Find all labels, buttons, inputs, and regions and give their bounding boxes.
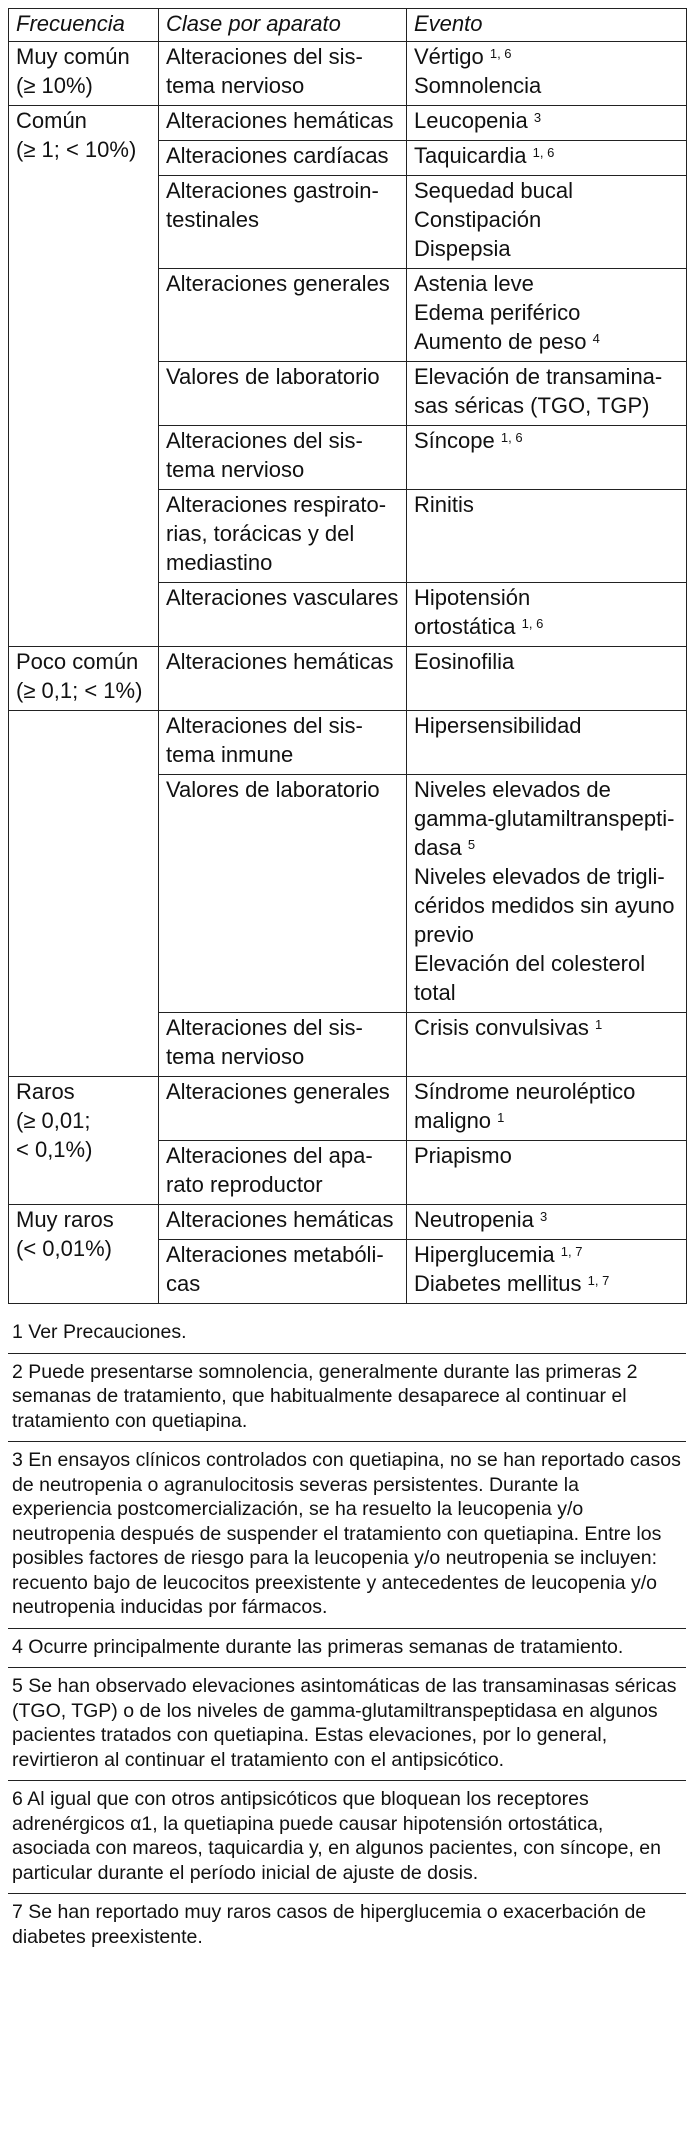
footnote-number: 5 [12,1675,23,1697]
frequency-cell [9,106,159,647]
event-text: Aumento de peso [414,329,587,354]
frequency-line: Muy raros [16,1207,114,1232]
class-line: Alteraciones del sis- [166,428,363,453]
frequency-line: Poco común [16,649,139,674]
event-cell [407,711,687,775]
table-row [9,647,687,711]
class-line: rato reproductor [166,1172,323,1197]
footnote [8,1894,686,1957]
footnote-ref: 1 [594,1017,603,1032]
event-text: Niveles elevados de [414,777,611,802]
event-line [414,775,679,804]
event-cell [407,269,687,362]
class-line: Alteraciones del sis- [166,44,363,69]
header-frecuencia: Frecuencia [9,9,159,42]
class-cell [159,106,407,141]
class-cell [159,362,407,426]
footnote-number: 3 [12,1449,23,1471]
footnote-ref: 1 [497,1110,505,1125]
class-line: Alteraciones hemáticas [166,649,394,674]
footnote-ref: 4 [592,331,600,346]
class-cell [159,647,407,711]
event-line [414,1240,679,1269]
frequency-cell [9,1077,159,1205]
class-line: mediastino [166,550,273,575]
event-cell [407,1077,687,1141]
class-line: Alteraciones hemáticas [166,1207,394,1232]
class-line: Alteraciones vasculares [166,585,399,610]
table-body [9,42,687,1304]
class-line: Alteraciones del sis- [166,1015,363,1040]
footnote-ref: 1, 6 [521,616,544,631]
event-line [414,327,679,356]
event-line [414,647,679,676]
class-line: Alteraciones del sis- [166,713,363,738]
footnote-number: 1 [12,1321,23,1343]
footnote-ref: 5 [467,837,476,852]
event-cell [407,1141,687,1205]
table-row [9,1205,687,1240]
event-line [414,490,679,519]
class-cell [159,269,407,362]
event-text: Rinitis [414,492,474,517]
event-text: Somnolencia [414,73,542,98]
class-line: cas [166,1271,201,1296]
event-cell [407,775,687,1013]
footnote-ref: 1, 6 [489,46,512,61]
frequency-line: < 0,1%) [16,1137,93,1162]
class-cell [159,1013,407,1077]
event-line [414,978,679,1007]
header-evento: Evento [407,9,687,42]
event-line [414,362,679,391]
event-line [414,711,679,740]
frequency-line: (≥ 1; < 10%) [16,137,137,162]
event-text: total [414,980,456,1005]
event-cell [407,1205,687,1240]
event-text: Niveles elevados de trigli- [414,864,665,889]
event-line [414,426,679,455]
event-text: ortostática [414,614,516,639]
table-row [9,711,687,775]
event-line [414,141,679,170]
class-line: tema nervioso [166,73,305,98]
footnote-number: 6 [12,1788,23,1810]
footnote-ref: 1, 7 [560,1244,583,1259]
event-text: sas séricas (TGO, TGP) [414,393,650,418]
event-line [414,1077,679,1106]
class-cell [159,583,407,647]
adverse-events-table [8,8,687,1304]
event-line [414,1269,679,1298]
footnote [8,1314,686,1354]
footnote-number: 4 [12,1635,23,1658]
frequency-cell-empty [9,711,159,1077]
event-text: Taquicardia [414,143,527,168]
footnote-text: En ensayos clínicos controlados con quetiapina, no se han reportado casos de neutropenia o agranulocitosis severas persistentes. Durante la experiencia postcomercialización, se ha resuelto la leucopenia y/o neutropenia después de suspender el tratamiento con quetiapina. Entre los posibles factores de riesgo para la leucopenia y/o neutropenia se incluyen: recuento bajo de leucocitos preexistente y antecedentes de leucopenia y/o neutropenia inducidas por fármacos. [12,1449,681,1618]
frequency-line: (< 0,01%) [16,1236,112,1261]
event-cell [407,647,687,711]
class-line: Alteraciones generales [166,1079,390,1104]
event-text: Eosinofilia [414,649,515,674]
event-cell [407,1240,687,1304]
frequency-line: (≥ 0,01; [16,1108,91,1133]
class-line: tema nervioso [166,457,305,482]
footnote [8,1629,686,1669]
frequency-line: Común [16,108,87,133]
frequency-line: Raros [16,1079,75,1104]
event-line [414,298,679,327]
footnote-text: Ocurre principalmente durante las primeras semanas de tratamiento. [28,1635,624,1658]
event-line [414,891,679,920]
class-line: tema nervioso [166,1044,305,1069]
footnote-ref: 3 [540,1209,548,1224]
footnote [8,1442,686,1629]
footnote-text: Se han observado elevaciones asintomáticas de las transaminasas séricas (TGO, TGP) o de los niveles de gamma-glutamiltranspeptidasa en algunos pacientes tratados con quetiapina. Estas elevaciones, por lo general, revirtieron al continuar el tratamiento con el antipsicótico. [12,1675,677,1771]
event-line [414,583,679,612]
event-text: Diabetes mellitus [414,1271,582,1296]
header-clase: Clase por aparato [159,9,407,42]
class-cell [159,176,407,269]
class-line: Alteraciones respirato- [166,492,387,517]
footnote-ref: 3 [533,110,542,125]
event-text: maligno [414,1108,492,1133]
event-line [414,71,679,100]
table-row [9,1077,687,1141]
event-text: Edema periférico [414,300,581,325]
event-line [414,1141,679,1170]
event-text: Crisis convulsivas [414,1015,589,1040]
class-cell [159,1077,407,1141]
class-line: Valores de laboratorio [166,364,380,389]
class-line: Alteraciones hemáticas [166,108,394,133]
event-text: previo [414,922,474,947]
event-text: céridos medidos sin ayuno [414,893,675,918]
event-cell [407,490,687,583]
frequency-cell [9,42,159,106]
event-text: Hiperglucemia [414,1242,555,1267]
event-cell [407,426,687,490]
class-cell [159,490,407,583]
table-row [9,106,687,141]
event-cell [407,141,687,176]
frequency-line: (≥ 10%) [16,73,93,98]
class-cell [159,141,407,176]
event-line [414,205,679,234]
event-line [414,106,679,135]
event-line [414,949,679,978]
event-line [414,42,679,71]
event-text: Vértigo [414,44,484,69]
event-line [414,862,679,891]
event-cell [407,42,687,106]
event-text: Elevación de transamina- [414,364,663,389]
event-text: Síncope [414,428,495,453]
event-cell [407,362,687,426]
class-line: Valores de laboratorio [166,777,380,802]
event-text: gamma-glutamiltranspepti- [414,806,675,831]
class-line: tema inmune [166,742,294,767]
event-cell [407,583,687,647]
class-cell [159,1141,407,1205]
footnote [8,1354,686,1443]
event-line [414,176,679,205]
class-cell [159,775,407,1013]
class-line: Alteraciones cardíacas [166,143,389,168]
event-text: Leucopenia [414,108,528,133]
event-text: Neutropenia [414,1207,534,1232]
footnotes [8,1314,686,1957]
class-cell [159,426,407,490]
frequency-cell [9,647,159,711]
event-line [414,920,679,949]
class-line: rias, torácicas y del [166,521,355,546]
frequency-line: (≥ 0,1; < 1%) [16,678,143,703]
event-cell [407,106,687,141]
footnote-number: 7 [12,1901,23,1923]
event-line [414,804,679,833]
event-line [414,391,679,420]
table-row [9,42,687,106]
class-cell [159,711,407,775]
event-text: Astenia leve [414,271,534,296]
frequency-cell [9,1205,159,1304]
footnote-text: Puede presentarse somnolencia, generalmente durante las primeras 2 semanas de tratamiento, que habitualmente desaparece al continuar el tratamiento con quetiapina. [12,1360,638,1432]
event-text: Sequedad bucal [414,178,574,203]
event-line [414,833,679,862]
footnote-text: Ver Precauciones. [28,1321,187,1343]
footnote-ref: 1, 6 [532,145,555,160]
footnote-ref: 1, 6 [500,430,523,445]
footnote [8,1781,686,1894]
event-line [414,269,679,298]
event-line [414,234,679,263]
event-line [414,612,679,641]
footnote-text: Se han reportado muy raros casos de hiperglucemia o exacerbación de diabetes preexistente. [12,1901,647,1948]
event-cell [407,176,687,269]
event-text: Hipersensibilidad [414,713,582,738]
table-header-row [9,9,687,42]
class-line: Alteraciones metabóli- [166,1242,384,1267]
event-line [414,1013,679,1042]
class-line: Alteraciones generales [166,271,390,296]
footnote-text: Al igual que con otros antipsicóticos que bloquean los receptores adrenérgicos α1, la quetiapina puede causar hipotensión ortostática, asociada con mareos, taquicardia y, en algunos pacientes, con síncope, en particular durante el período inicial de ajuste de dosis. [12,1788,661,1884]
event-cell [407,1013,687,1077]
event-text: dasa [414,835,462,860]
frequency-line: Muy común [16,44,130,69]
class-line: Alteraciones gastroin- [166,178,379,203]
event-text: Elevación del colesterol [414,951,646,976]
class-cell [159,42,407,106]
class-line: testinales [166,207,259,232]
event-line [414,1205,679,1234]
event-line [414,1106,679,1135]
event-text: Dispepsia [414,236,511,261]
footnote-number: 2 [12,1360,23,1383]
class-cell [159,1205,407,1240]
class-cell [159,1240,407,1304]
class-line: Alteraciones del apa- [166,1143,373,1168]
event-text: Priapismo [414,1143,512,1168]
event-text: Síndrome neuroléptico [414,1079,636,1104]
event-text: Hipotensión [414,585,531,610]
footnote [8,1668,686,1781]
footnote-ref: 1, 7 [587,1273,610,1288]
event-text: Constipación [414,207,542,232]
